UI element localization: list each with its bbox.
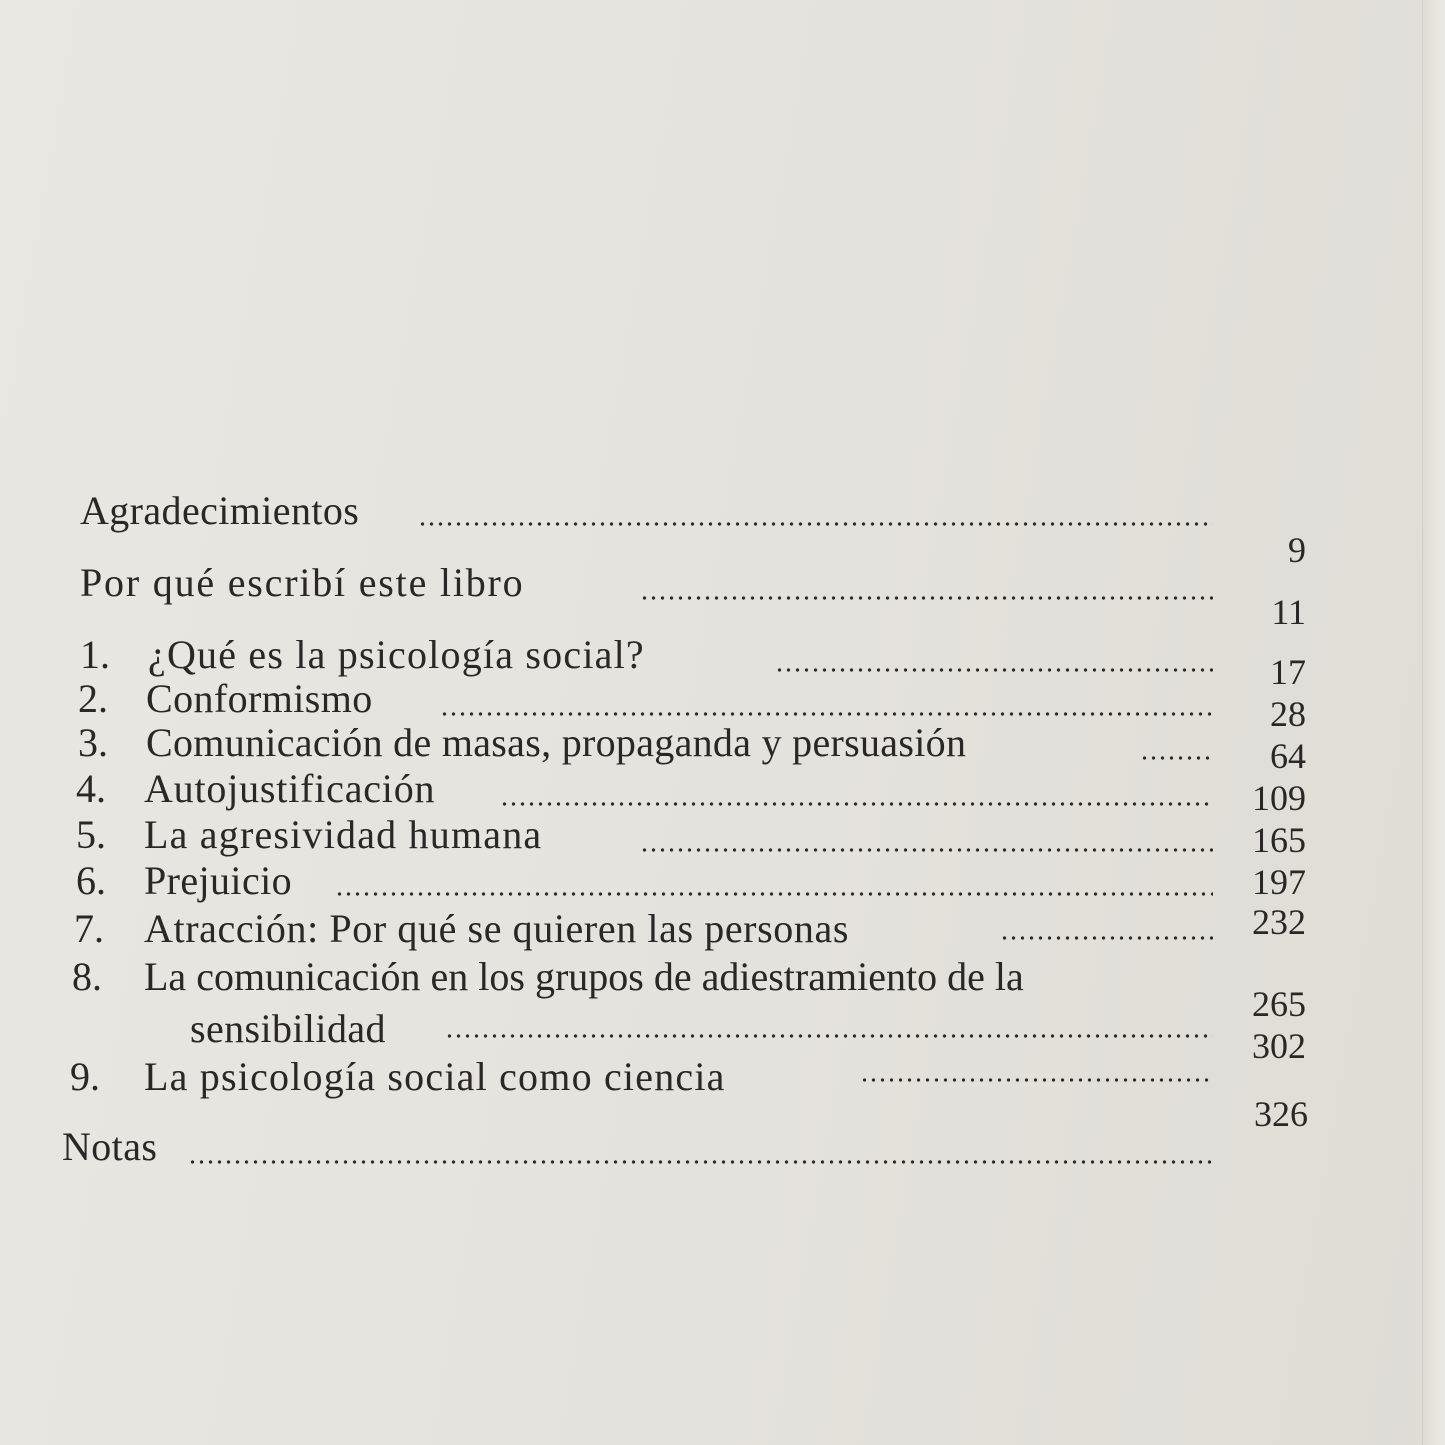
leader-dots [335,892,1213,896]
leader-dots [1140,756,1213,760]
toc-entry-page: 9 [1288,530,1306,570]
chapter-title: Autojustificación [144,766,436,811]
chapter-number: 6. [76,858,106,903]
chapter-title: La agresividad humana [144,812,543,857]
toc-entry-page: 302 [1252,1026,1306,1066]
chapter-number: 3. [78,720,108,765]
leader-dots [640,848,1213,852]
leader-dots [640,596,1213,600]
chapter-number: 8. [72,954,102,999]
leader-dots [418,522,1213,526]
chapter-number: 2. [78,676,108,721]
toc-entry-page: 109 [1252,778,1306,818]
toc-entry-title: Por qué escribí este libro [80,560,525,605]
toc-entry-title: Agradecimientos [80,488,360,533]
chapter-number: 1. [80,632,110,677]
toc-entry-page: 165 [1252,820,1306,860]
leader-dots [1000,936,1213,940]
leader-dots [860,1078,1213,1082]
toc-entry-page: 232 [1252,902,1306,942]
chapter-title: Conformismo [146,676,373,721]
leader-dots [445,1034,1213,1038]
chapter-title: Prejuicio [144,858,293,903]
chapter-title: La psicología social como ciencia [144,1054,726,1099]
toc-entry-page: 326 [1254,1094,1308,1134]
chapter-number: 5. [76,812,106,857]
toc-entry-page: 64 [1270,736,1306,776]
toc-entry-page: 17 [1270,652,1306,692]
toc-entry-page: 197 [1252,862,1306,902]
chapter-number: 7. [74,906,104,951]
toc-entry-title: Notas [62,1124,158,1169]
leader-dots [500,802,1213,806]
chapter-title: La comunicación en los grupos de adiestramiento de la [144,954,1024,999]
chapter-title: Atracción: Por qué se quieren las personas [144,906,849,951]
leader-dots [440,712,1213,716]
toc-entry-page: 11 [1271,592,1306,632]
chapter-title: Comunicación de masas, propaganda y persuasión [146,720,967,765]
chapter-number: 9. [70,1054,100,1099]
leader-dots [775,668,1213,672]
chapter-number: 4. [76,766,106,811]
toc-entry-page: 265 [1252,984,1306,1024]
chapter-title-continuation: sensibilidad [190,1006,386,1051]
toc-entry-page: 28 [1270,694,1306,734]
chapter-title: ¿Qué es la psicología social? [148,632,645,677]
leader-dots [188,1160,1213,1164]
